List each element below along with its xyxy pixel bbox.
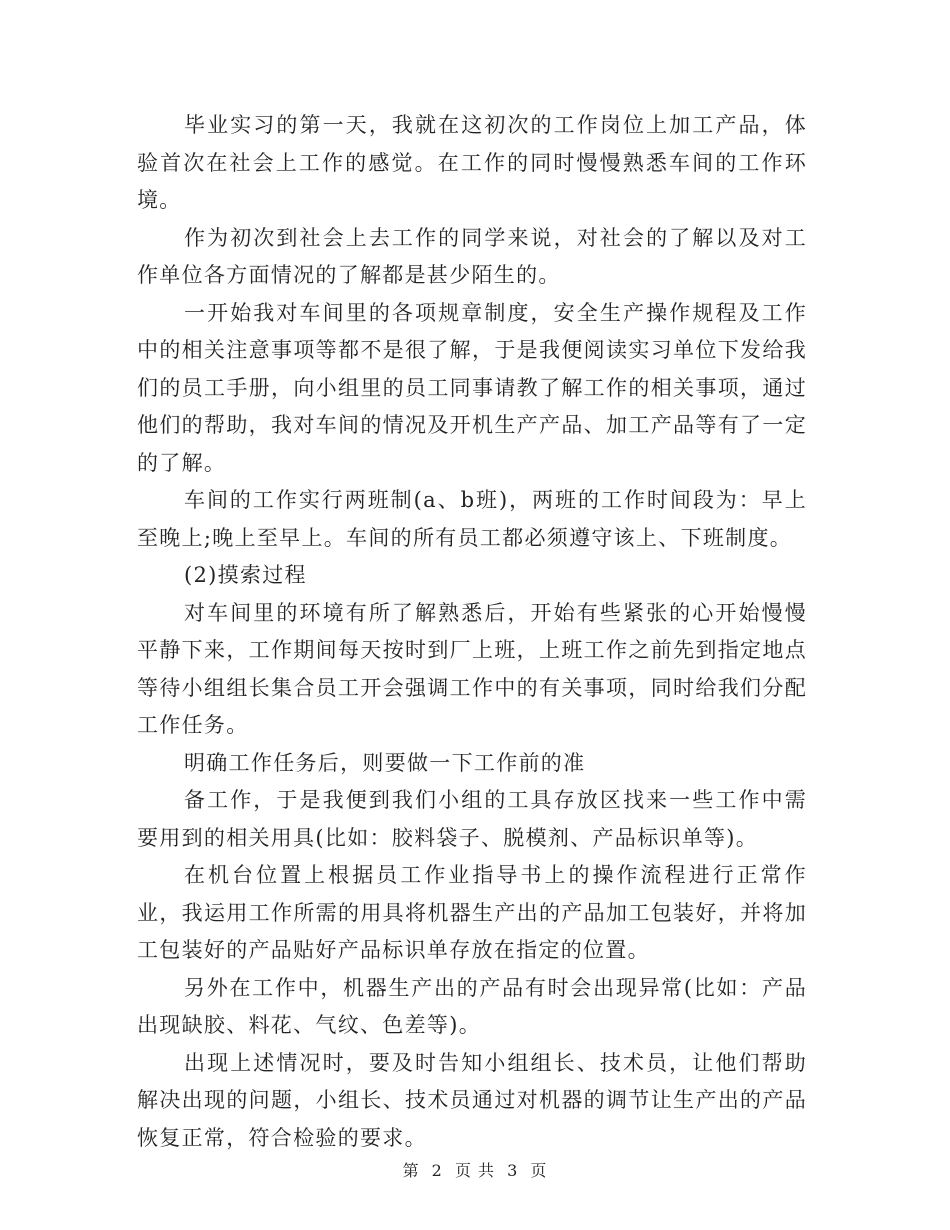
paragraph: 作为初次到社会上去工作的同学来说，对社会的了解以及对工作单位各方面情况的了解都是甚少陌生的。: [137, 225, 807, 287]
document-body: [137, 107, 807, 1157]
paragraph: 出现上述情况时，要及时告知小组组长、技术员，让他们帮助解决出现的问题，小组长、技术员通过对机器的调节让生产出的产品恢复正常，符合检验的要求。: [137, 1050, 807, 1150]
paragraph: 一开始我对车间里的各项规章制度，安全生产操作规程及工作中的相关注意事项等都不是很了解，于是我便阅读实习单位下发给我们的员工手册，向小组里的员工同事请教了解工作的相关事项，通过他们的帮助，我对车间的情况及开机生产产品、加工产品等有了一定的了解。: [137, 300, 807, 475]
paragraph: 另外在工作中，机器生产出的产品有时会出现异常(比如：产品出现缺胶、料花、气纹、色差等)。: [137, 975, 807, 1037]
paragraph: 毕业实习的第一天，我就在这初次的工作岗位上加工产品，体验首次在社会上工作的感觉。在工作的同时慢慢熟悉车间的工作环境。: [137, 113, 807, 212]
paragraph: 明确工作任务后，则要做一下工作前的准: [184, 750, 586, 775]
paragraph: 车间的工作实行两班制(a、b班)，两班的工作时间段为：早上至晚上;晚上至早上。车间的所有员工都必须遵守该上、下班制度。: [137, 488, 807, 550]
paragraph: 对车间里的环境有所了解熟悉后，开始有些紧张的心开始慢慢平静下来，工作期间每天按时到厂上班，上班工作之前先到指定地点等待小组组长集合员工开会强调工作中的有关事项，同时给我们分配工作任务。: [137, 600, 807, 737]
footer-suffix: 页: [530, 1161, 548, 1180]
section-heading: (2)摸索过程: [184, 563, 307, 587]
footer-prefix: 第: [402, 1161, 420, 1180]
page-footer: [0, 1158, 950, 1181]
paragraph: 备工作，于是我便到我们小组的工具存放区找来一些工作中需要用到的相关用具(比如：胶料袋子、脱模剂、产品标识单等)。: [137, 788, 807, 850]
footer-middle: 页 共: [454, 1161, 496, 1180]
current-page-number: 2: [431, 1161, 443, 1180]
total-page-count: 3: [507, 1161, 519, 1180]
paragraph: 在机台位置上根据员工作业指导书上的操作流程进行正常作业，我运用工作所需的用具将机器生产出的产品加工包装好，并将加工包装好的产品贴好产品标识单存放在指定的位置。: [137, 863, 807, 962]
